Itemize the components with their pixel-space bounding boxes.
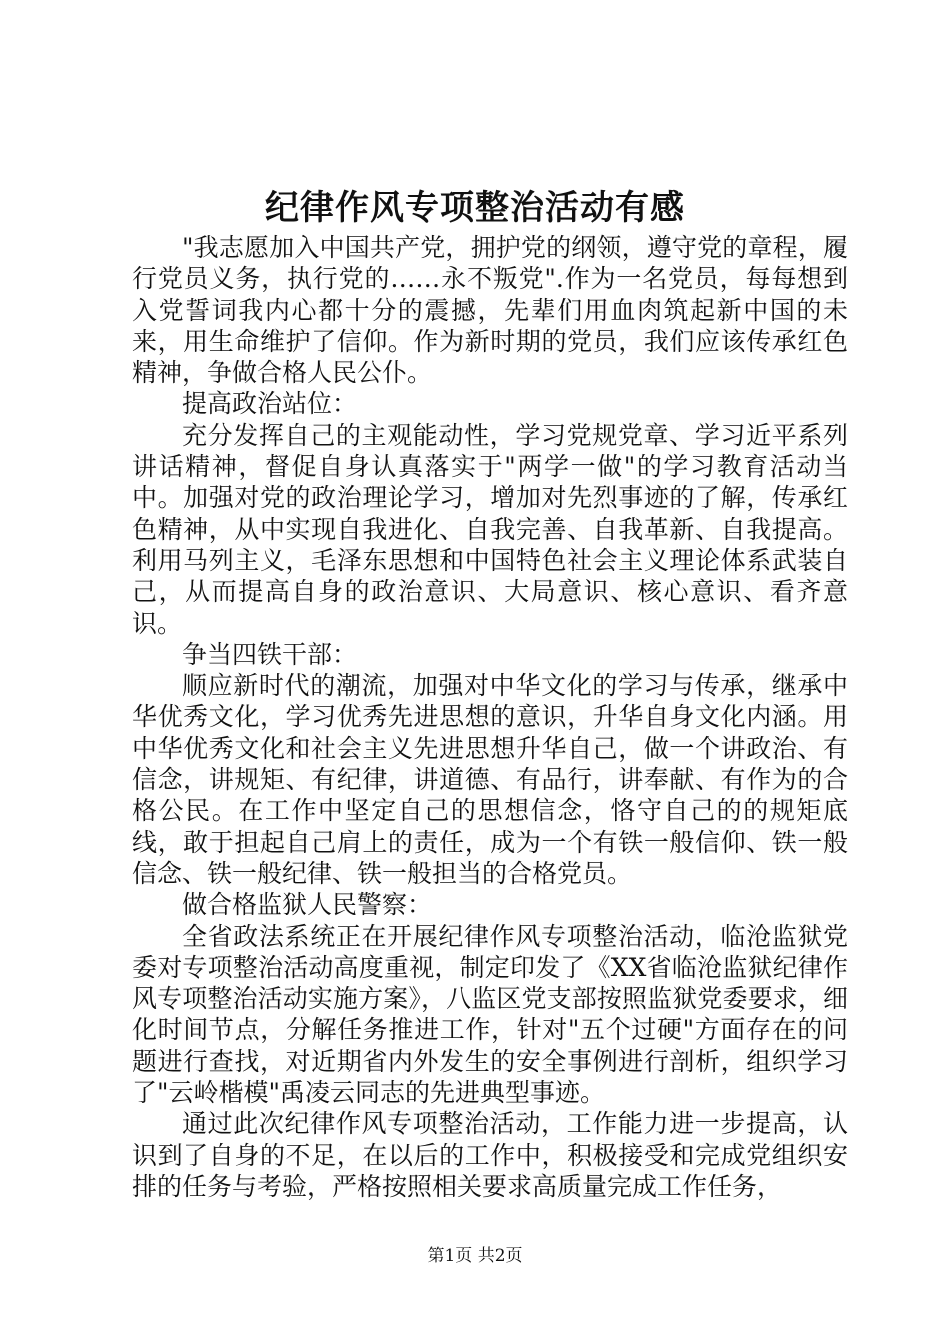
paragraph-political-stance: 充分发挥自己的主观能动性，学习党规党章、学习近平系列讲话精神，督促自身认真落实于"两学一做"的学习教育活动当中。加强对党的政治理论学习，增加对先烈事迹的了解，传承红色精神，从中实现自我进化、自我完善、自我革新、自我提高。利用马列主义，毛泽东思想和中国特色社会主义理论体系武装自己，从而提高自身的政治意识、大局意识、核心意识、看齐意识。	[132, 420, 848, 638]
paragraph-conclusion: 通过此次纪律作风专项整治活动，工作能力进一步提高，认识到了自身的不足，在以后的工作中，积极接受和完成党组织安排的任务与考验，严格按照相关要求高质量完成工作任务，	[132, 1109, 848, 1201]
paragraph-prison-police: 全省政法系统正在开展纪律作风专项整治活动，临沧监狱党委对专项整治活动高度重视，制定印发了《XX省临沧监狱纪律作风专项整治活动实施方案》，八监区党支部按照监狱党委要求，细化时间节点，分解任务推进工作，针对"五个过硬"方面存在的问题进行查找，对近期省内外发生的安全事例进行剖析，组织学习了"云岭楷模"禹凌云同志的先进典型事迹。	[132, 921, 848, 1108]
paragraph-oath: "我志愿加入中国共产党，拥护党的纲领，遵守党的章程，履行党员义务，执行党的……永不叛党".作为一名党员，每每想到入党誓词我内心都十分的震撼，先辈们用血肉筑起新中国的未来，用生命维护了信仰。作为新时期的党员，我们应该传承红色精神，争做合格人民公仆。	[132, 233, 848, 388]
page-indicator: 第1页 共2页	[427, 1246, 523, 1266]
paragraph-four-iron-cadre: 顺应新时代的潮流，加强对中华文化的学习与传承，继承中华优秀文化，学习优秀先进思想的意识，升华自身文化内涵。用中华优秀文化和社会主义先进思想升华自己，做一个讲政治、有信念，讲规矩、有纪律，讲道德、有品行，讲奉献、有作为的合格公民。在工作中坚定自己的思想信念，恪守自己的的规矩底线，敢于担起自己肩上的责任，成为一个有铁一般信仰、铁一般信念、铁一般纪律、铁一般担当的合格党员。	[132, 671, 848, 888]
heading-political-stance: 提高政治站位：	[182, 389, 358, 419]
document-body	[132, 232, 848, 1202]
heading-prison-police: 做合格监狱人民警察：	[182, 890, 433, 920]
document-title: 纪律作风专项整治活动有感	[265, 188, 685, 228]
heading-four-iron-cadre: 争当四铁干部：	[182, 639, 358, 669]
